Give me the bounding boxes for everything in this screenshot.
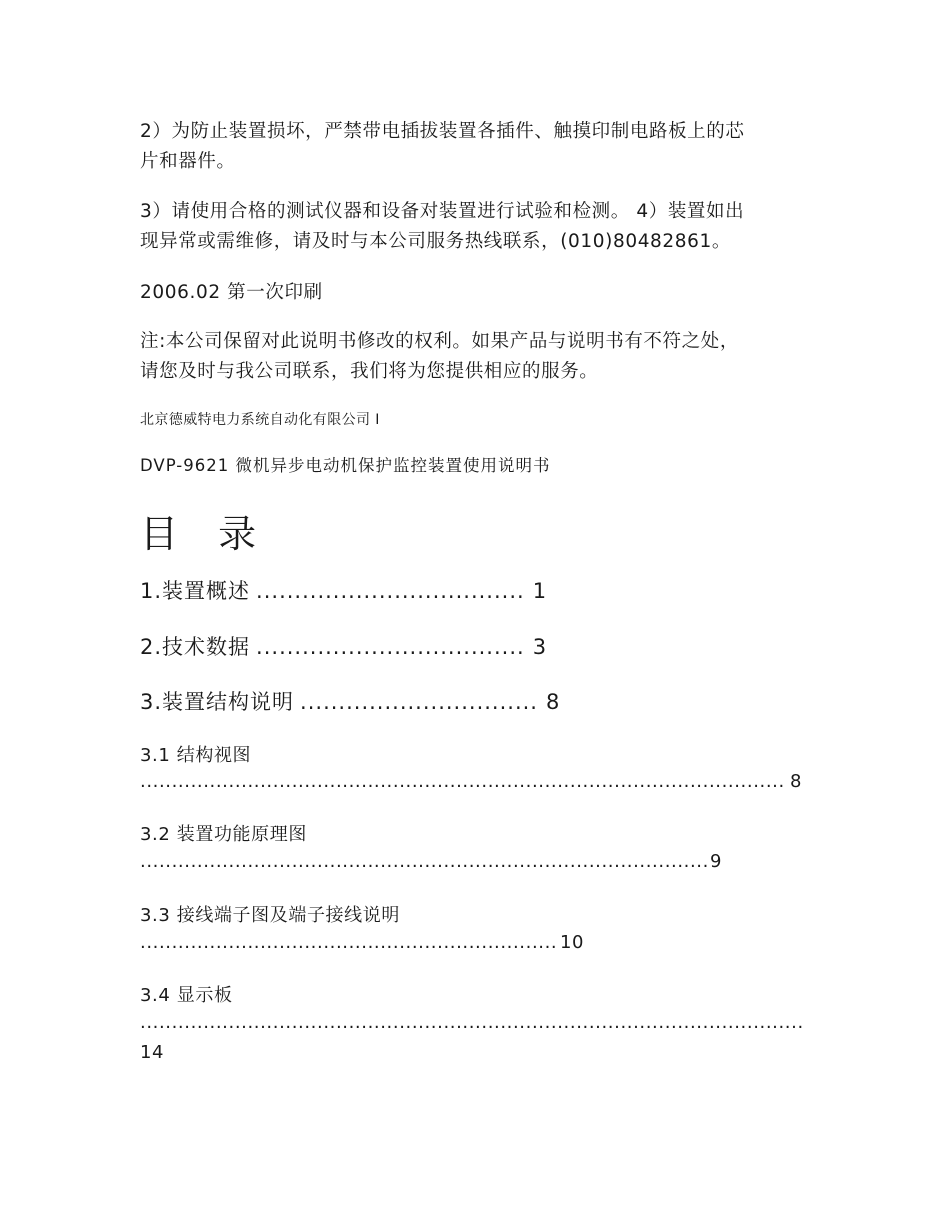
toc-entry-page: 3 (532, 635, 548, 659)
toc-subentry-dots: .................................................................. (140, 932, 558, 953)
toc-subentry-dots: ......................................................................................................... (140, 1012, 804, 1033)
toc-subentry-leader[interactable] (140, 771, 802, 792)
toc-subentry-leader[interactable] (140, 932, 584, 953)
toc-entry[interactable] (140, 631, 547, 661)
toc-entry-dots: ............................... (300, 690, 538, 714)
print-info: 2006.02 第一次印刷 (140, 282, 323, 303)
note-3-line-1: 3）请使用合格的测试仪器和设备对装置进行试验和检测。 4）装置如出 (140, 201, 745, 222)
toc-subentry-leader[interactable] (140, 1012, 806, 1033)
note-2-line-1: 2）为防止装置损坏，严禁带电插拔装置各插件、触摸印制电路板上的芯 (140, 121, 745, 142)
toc-entry[interactable] (140, 575, 547, 605)
toc-subentry-label[interactable]: 3.1 结构视图 (140, 745, 252, 766)
toc-subentry-page-wrapped[interactable]: 14 (140, 1042, 165, 1063)
disclaimer-line-2: 请您及时与我公司联系，我们将为您提供相应的服务。 (140, 361, 599, 382)
toc-entry[interactable] (140, 686, 560, 716)
toc-entry-dots: ................................... (256, 635, 525, 659)
note-3 (140, 197, 820, 257)
toc-subentry-dots: ...................................................................................................... (140, 771, 785, 792)
toc-entry-label: 3.装置结构说明 (140, 690, 295, 714)
disclaimer-line-1: 注:本公司保留对此说明书修改的权利。如果产品与说明书有不符之处， (140, 331, 739, 352)
toc-entry-label: 1.装置概述 (140, 579, 251, 603)
disclaimer (140, 327, 820, 387)
toc-subentry-leader[interactable] (140, 851, 722, 872)
toc-entry-dots: ................................... (256, 579, 525, 603)
document-page (140, 0, 820, 1230)
note-2 (140, 117, 820, 177)
toc-subentry-dots: .......................................................................................... (140, 851, 709, 872)
toc-entry-page: 8 (545, 690, 561, 714)
note-3-line-2: 现异常或需维修，请及时与本公司服务热线联系，(010)80482861。 (140, 231, 732, 252)
toc-subentry-page: 9 (710, 851, 723, 872)
company-footer: 北京德威特电力系统自动化有限公司 I (140, 412, 380, 428)
document-title: DVP-9621 微机异步电动机保护监控装置使用说明书 (140, 456, 551, 475)
toc-subentry-label[interactable]: 3.4 显示板 (140, 985, 233, 1006)
toc-entry-page: 1 (532, 579, 548, 603)
toc-entry-label: 2.技术数据 (140, 635, 251, 659)
note-2-line-2: 片和器件。 (140, 151, 236, 172)
toc-heading: 目 录 (140, 512, 271, 556)
toc-subentry-label[interactable]: 3.3 接线端子图及端子接线说明 (140, 905, 400, 926)
toc-subentry-page: 8 (790, 771, 803, 792)
toc-subentry-label[interactable]: 3.2 装置功能原理图 (140, 824, 307, 845)
toc-subentry-page: 10 (560, 932, 585, 953)
